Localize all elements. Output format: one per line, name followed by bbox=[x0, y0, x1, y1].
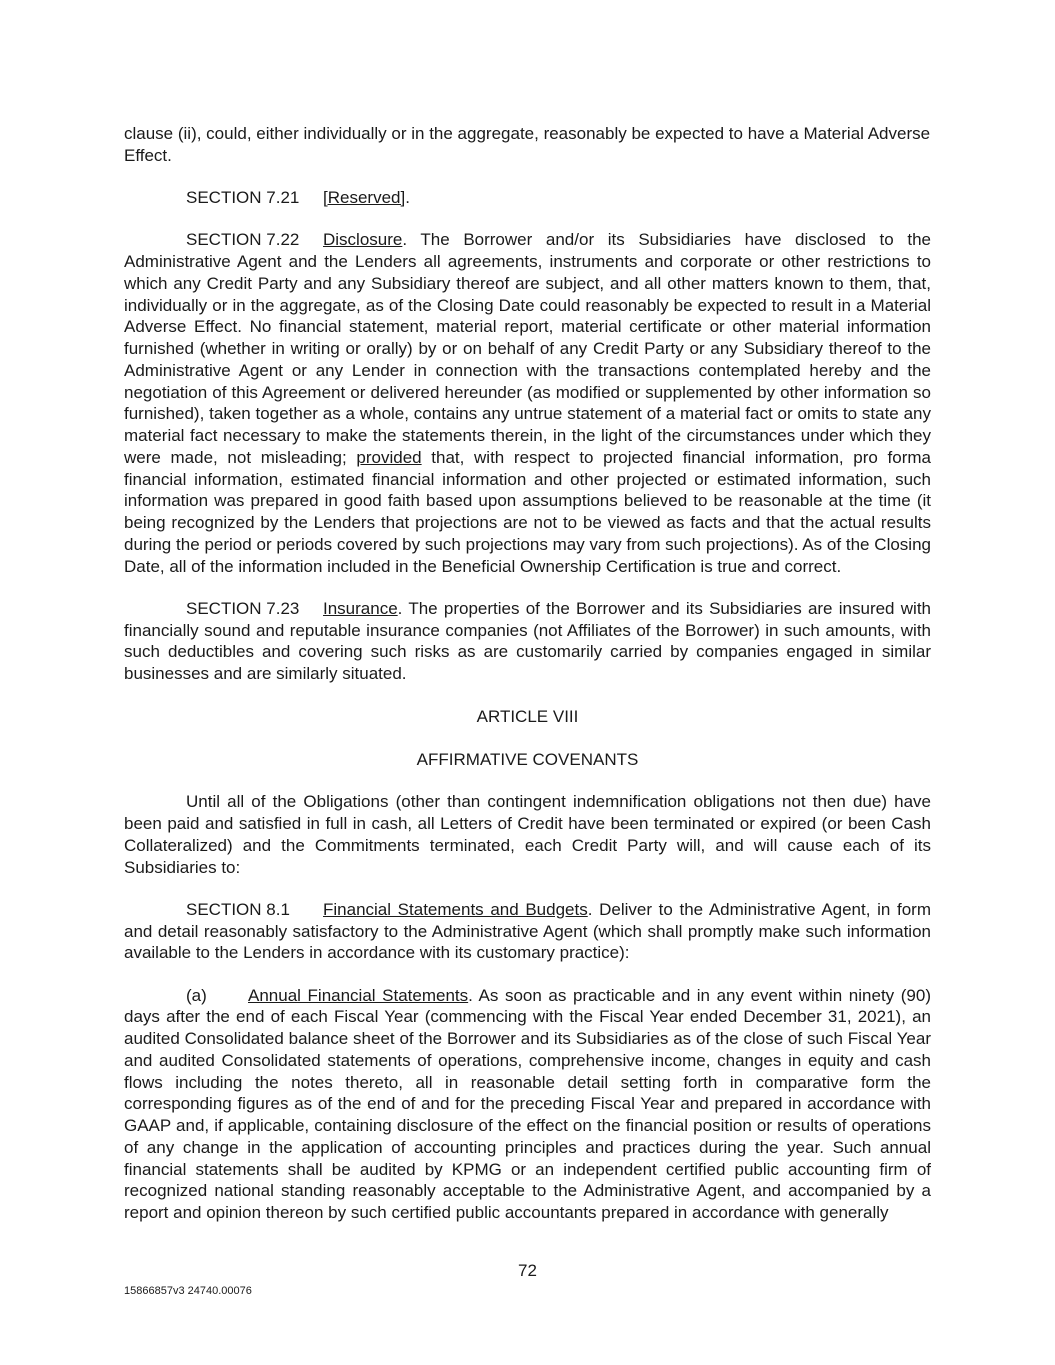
clause-label: (a) bbox=[186, 985, 207, 1005]
article-title: AFFIRMATIVE COVENANTS bbox=[416, 749, 639, 769]
section-8-1: SECTION 8.1 Financial Statements and Budgets. Deliver to the Administrative Agent, in form and detail reasonably satisfactory to the Administrative Agent (which shall promptly make such information available to the Lenders in accordance with its customary practice): bbox=[124, 899, 931, 963]
section-7-23: SECTION 7.23 Insurance. The properties of the Borrower and its Subsidiaries are insured with financially sound and reputable insurance companies (not Affiliates of the Borrower) in such amounts, with such deductibles and covering such risks as are customarily carried by companies engaged in similar businesses and are similarly situated. bbox=[124, 598, 931, 683]
document-id: 15866857v3 24740.00076 bbox=[124, 1285, 252, 1297]
document-body bbox=[124, 123, 931, 1224]
clause-title: Annual Financial Statements bbox=[248, 985, 469, 1005]
article-intro: Until all of the Obligations (other than contingent indemnification obligations not then due) have been paid and satisfied in full in cash, all Letters of Credit have been terminated or expired (or been Cash Collateralized) and the Commitments terminated, each Credit Party will, and will cause each of its Subsidiaries to: bbox=[124, 792, 931, 877]
article-number: ARTICLE VIII bbox=[476, 706, 579, 726]
section-title: [Reserved] bbox=[323, 188, 406, 207]
page-number: 72 bbox=[518, 1261, 537, 1280]
section-title: Financial Statements and Budgets bbox=[323, 899, 588, 919]
section-number: SECTION 8.1 bbox=[186, 899, 290, 919]
section-number: SECTION 7.22 bbox=[186, 230, 300, 250]
section-title: Disclosure bbox=[323, 230, 403, 250]
provided-term: provided bbox=[356, 447, 422, 467]
continued-paragraph: clause (ii), could, either individually or in the aggregate, reasonably be expected to have a Material Adverse Effect. bbox=[124, 124, 931, 165]
section-7-22: SECTION 7.22 Disclosure. The Borrower and/or its Subsidiaries have disclosed to the Administrative Agent and the Lenders all agreements, instruments and corporate or other restrictions to which any Credit Party and any Subsidiary thereof are subject, and all other matters known to them, that, individually or in the aggregate, as of the Closing Date could reasonably be expected to result in a Material Adverse Effect. No financial statement, material report, material certificate or other material information furnished (whether in writing or orally) by or on behalf of any Credit Party or any Subsidiary thereof to the Administrative Agent or any Lender in connection with the transactions contemplated hereby and the negotiation of this Agreement or delivered hereunder (as modified or supplemented by other information so furnished), taken together as a whole, contains any untrue statement of a material fact or omits to state any material fact necessary to make the statements therein, in the light of the circumstances under which they were made, not misleading; provided that, with respect to projected financial information, pro forma financial information, estimated financial information and other projected or estimated information, such information was prepared in good faith based upon assumptions believed to be reasonable at the time (it being recognized by the Lenders that projections are not to be viewed as facts and that the actual results during the period or periods covered by such projections may vary from such projections). As of the Closing Date, all of the information included in the Beneficial Ownership Certification is true and correct. bbox=[124, 230, 931, 576]
section-number: SECTION 7.23 bbox=[186, 598, 300, 618]
section-7-21: SECTION 7.21 [Reserved]. bbox=[186, 188, 410, 207]
section-8-1-a: (a) Annual Financial Statements. As soon as practicable and in any event within ninety (90) days after the end of each Fiscal Year (commencing with the Fiscal Year ended December 31, 2021), an audited Consolidated balance sheet of the Borrower and its Subsidiaries as of the close of such Fiscal Year and audited Consolidated statements of operations, comprehensive income, changes in equity and cash flows including the notes thereto, all in reasonable detail setting forth in comparative form the corresponding figures as of the end of and for the preceding Fiscal Year and prepared in accordance with GAAP and, if applicable, containing disclosure of the effect on the financial position or results of operations of any change in the application of accounting principles and practices during the year. Such annual financial statements shall be audited by KPMG or an independent certified public accounting firm of recognized national standing reasonably acceptable to the Administrative Agent, and accompanied by a report and opinion thereon by such certified public accountants prepared in accordance with generally bbox=[124, 985, 931, 1222]
section-title: Insurance bbox=[323, 598, 398, 618]
section-number: SECTION 7.21 bbox=[186, 188, 300, 207]
